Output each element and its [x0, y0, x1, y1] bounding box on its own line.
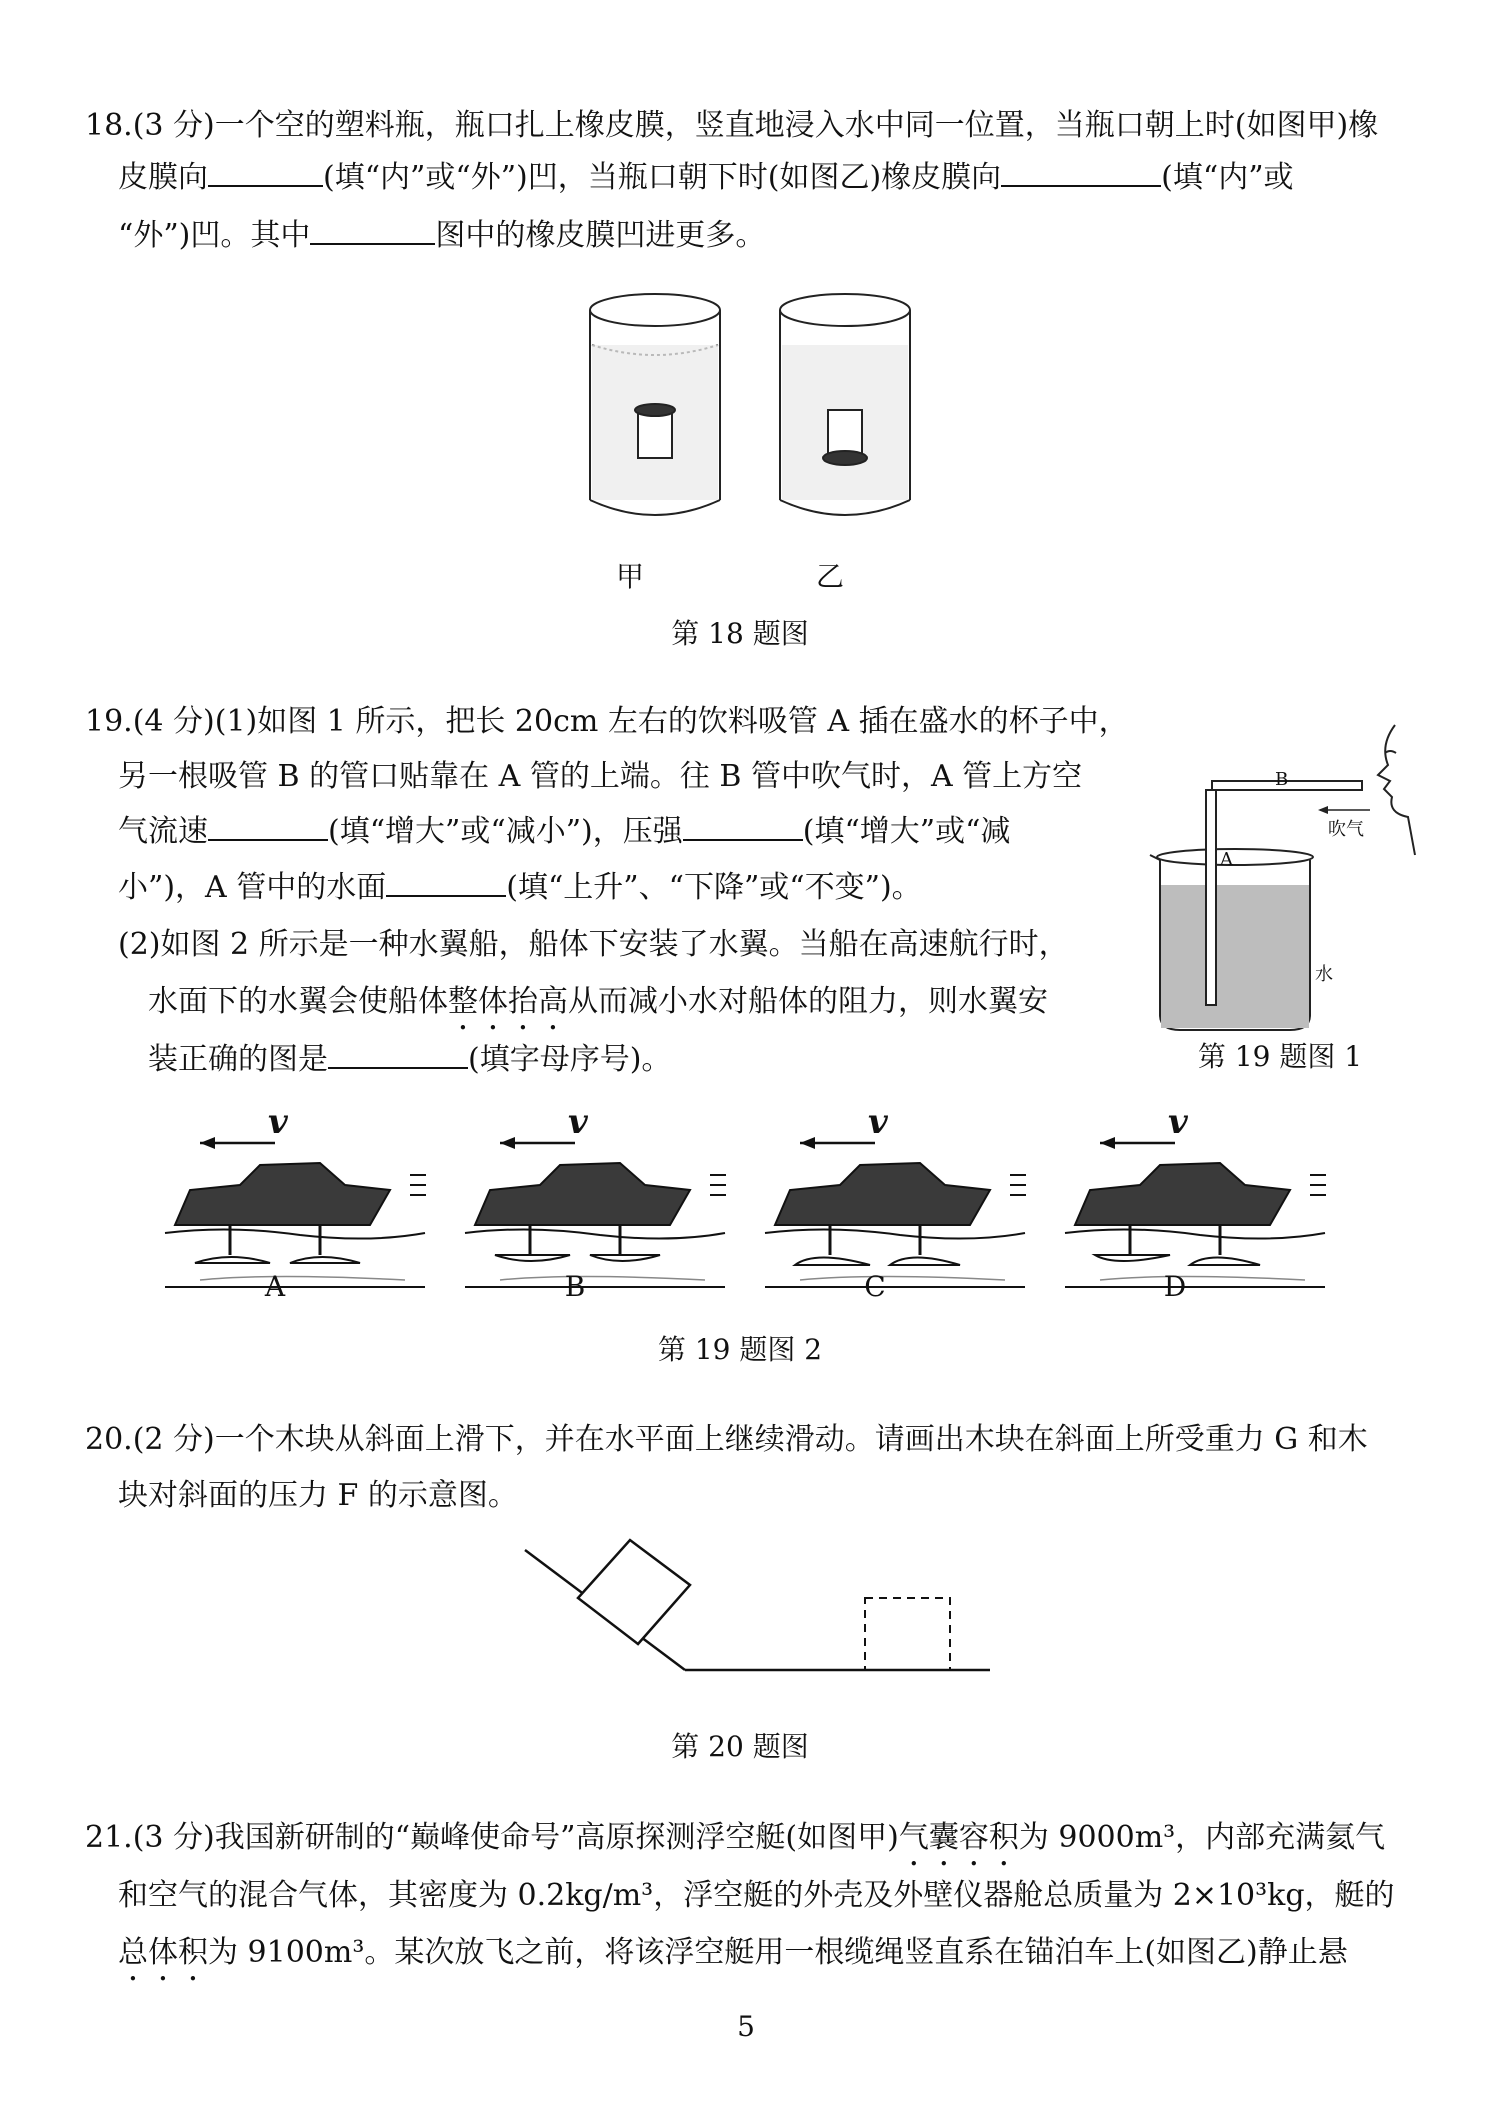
q19-blank-3[interactable]	[386, 869, 506, 897]
q18-figure	[570, 285, 950, 545]
q20-caption: 第 20 题图	[671, 1730, 809, 1763]
straw-a	[1206, 790, 1216, 1005]
q19-text: (填“增大”或“减小”)，压强	[328, 814, 683, 849]
boat-option-a	[165, 1137, 426, 1287]
q21-text: 21.(3 分)我国新研制的“巅峰使命号”高原探测浮空艇(如图甲)	[85, 1820, 899, 1855]
face-outline	[1378, 725, 1415, 855]
boat-option-b	[465, 1137, 726, 1287]
velocity-label-d: v	[1168, 1102, 1188, 1142]
q19-line-1: 19.(4 分)(1)如图 1 所示，把长 20cm 左右的饮料吸管 A 插在盛水的杯子中，	[85, 704, 1129, 739]
beaker-yi	[780, 294, 910, 515]
q19-line-7	[148, 1040, 671, 1080]
label-b: B	[1275, 769, 1289, 790]
q20-line-1: 20.(2 分)一个木块从斜面上滑下，并在水平面上继续滑动。请画出木块在斜面上所受重力 G 和木	[85, 1422, 1368, 1457]
q18-blank-2[interactable]	[1001, 159, 1161, 187]
q19-figure-2	[150, 1102, 1350, 1285]
option-label-a: A	[264, 1270, 286, 1303]
q19-emphasis: 整体抬高	[448, 984, 568, 1019]
q21-line-1	[85, 1818, 1385, 1873]
q19-text: 气流速	[118, 814, 208, 849]
q19-text: 水面下的水翼会使船体	[148, 984, 448, 1019]
q20-line-2: 块对斜面的压力 F 的示意图。	[118, 1478, 518, 1513]
q19-line-2: 另一根吸管 B 的管口贴靠在 A 管的上端。往 B 管中吹气时，A 管上方空	[118, 759, 1083, 794]
q19-line-4	[118, 868, 922, 908]
q18-text: “外”)凹。其中	[118, 218, 311, 253]
option-label-c: C	[864, 1270, 886, 1303]
label-blow: 吹气	[1328, 819, 1364, 840]
q20-figure	[520, 1540, 1000, 1690]
q18-blank-3[interactable]	[310, 217, 435, 245]
option-label-b: B	[564, 1270, 586, 1303]
q19-text: (填“上升”、“下降”或“不变”)。	[506, 870, 922, 905]
q18-line-2	[118, 158, 1294, 198]
q19-blank-4[interactable]	[328, 1041, 468, 1069]
option-label-d: D	[1163, 1270, 1187, 1303]
q18-blank-1[interactable]	[208, 159, 323, 187]
water-body	[1161, 885, 1309, 1028]
q19-text: (填“增大”或“减	[802, 814, 1011, 849]
q19-line-3	[118, 812, 1010, 852]
q21-text: 为 9100m³。某次放飞之前，将该浮空艇用一根缆绳竖直系在锚泊车上(如图乙)静止悬	[208, 1935, 1348, 1970]
dashed-block	[865, 1598, 950, 1670]
label-water: 水	[1315, 964, 1333, 985]
boat-option-c	[765, 1137, 1026, 1287]
label-yi: 乙	[815, 560, 844, 593]
q18-text: (填“内”或“外”)凹，当瓶口朝下时(如图乙)橡皮膜向	[323, 160, 1002, 195]
q21-line-3	[118, 1933, 1348, 1988]
q21-emphasis: 气囊容积	[898, 1820, 1019, 1855]
boat-option-d	[1065, 1137, 1326, 1287]
velocity-label-c: v	[868, 1102, 888, 1142]
q19-blank-1[interactable]	[208, 813, 328, 841]
q19-text: 小”)，A 管中的水面	[118, 870, 387, 905]
q19-line-5: (2)如图 2 所示是一种水翼船，船体下安装了水翼。当船在高速航行时，	[118, 927, 1069, 962]
q18-line-3	[118, 216, 765, 256]
q19-text: 从而减小水对船体的阻力，则水翼安	[568, 984, 1048, 1019]
q19-text: (填字母序号)。	[468, 1042, 672, 1077]
wood-block	[578, 1540, 690, 1644]
label-a: A	[1220, 849, 1233, 870]
q18-text: (填“内”或	[1161, 160, 1294, 195]
label-jia: 甲	[615, 560, 644, 593]
q18-text: 图中的橡皮膜凹进更多。	[435, 218, 766, 253]
q21-text: 为 9000m³，内部充满氦气	[1018, 1820, 1386, 1855]
q19-line-6	[148, 982, 1048, 1037]
q19-caption-2: 第 19 题图 2	[657, 1333, 823, 1366]
q19-text: 装正确的图是	[148, 1042, 328, 1077]
q19-figure-1	[1140, 715, 1430, 1035]
velocity-label-b: v	[568, 1102, 588, 1142]
q19-caption-1: 第 19 题图 1	[1197, 1040, 1363, 1073]
q18-text: 皮膜向	[118, 160, 208, 195]
q19-blank-2[interactable]	[683, 813, 803, 841]
beaker-jia	[590, 294, 720, 515]
q21-line-2: 和空气的混合气体，其密度为 0.2kg/m³，浮空艇的外壳及外壁仪器舱总质量为 2×10³kg，艇的	[118, 1878, 1395, 1913]
velocity-label-a: v	[268, 1102, 288, 1142]
q18-line-1: 18.(3 分)一个空的塑料瓶，瓶口扎上橡皮膜，竖直地浸入水中同一位置，当瓶口朝上时(如图甲)橡	[85, 108, 1379, 143]
page-number: 5	[737, 2010, 755, 2043]
q21-emphasis: 总体积	[118, 1935, 208, 1970]
q18-caption: 第 18 题图	[671, 617, 809, 650]
